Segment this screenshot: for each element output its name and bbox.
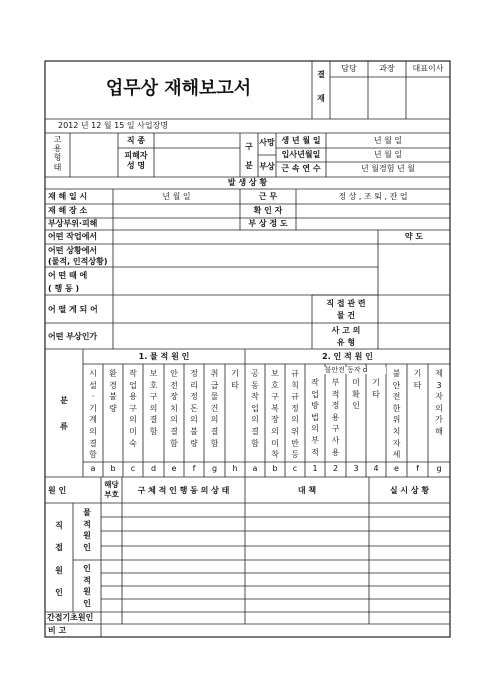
physical-col-6-char: 리 bbox=[190, 380, 198, 390]
physical-cause-label bbox=[73, 507, 101, 553]
cause-header: 원 인 bbox=[48, 486, 67, 495]
human-code-9: f bbox=[416, 464, 419, 473]
human-col-10-char: 3 bbox=[436, 380, 442, 390]
physical-col-3-char: 미 bbox=[129, 426, 137, 436]
physical-col-4 bbox=[143, 368, 164, 438]
human-col-4-char: 부 bbox=[311, 435, 319, 445]
physical-col-5-char: 안 bbox=[170, 369, 178, 378]
human-col-5-char: 부 bbox=[331, 378, 340, 387]
classification-side-1: 분 bbox=[60, 396, 68, 405]
human-col-10-char: 자 bbox=[435, 392, 443, 402]
birth-date-label: 생 년 월 일 bbox=[281, 136, 321, 145]
human-col-6-char: 미 bbox=[352, 378, 360, 387]
human-col-5-char: 용 bbox=[331, 447, 340, 457]
physical-col-7-char: 건 bbox=[210, 403, 219, 413]
physical-col-1-char: · bbox=[91, 392, 95, 402]
physical-col-1-char: 기 bbox=[89, 403, 97, 413]
employment-type-label bbox=[45, 135, 70, 172]
when-label-1: 어 떤 때 에 bbox=[48, 271, 88, 280]
human-col-10 bbox=[428, 368, 450, 438]
human-col-2 bbox=[265, 368, 285, 461]
employment-type-char-1: 고 bbox=[53, 135, 62, 144]
human-code-6: 3 bbox=[353, 464, 359, 473]
physical-col-2-char: 량 bbox=[109, 403, 117, 413]
task-label: 어떤 작업에서 bbox=[48, 232, 98, 241]
physical-col-7-char: 의 bbox=[210, 415, 219, 425]
employment-type-char-3: 형 bbox=[53, 153, 62, 163]
physical-col-7-char: 물 bbox=[210, 392, 219, 402]
report-date-line: 2012 년 12 월 15 일 사업장명 bbox=[58, 121, 169, 130]
measure-header: 대 책 bbox=[297, 486, 317, 495]
physical-col-6-char: 의 bbox=[190, 415, 198, 425]
human-col-3-char: 규 bbox=[291, 392, 299, 402]
remarks-label: 비 고 bbox=[48, 626, 67, 635]
human-col-3-char: 칙 bbox=[291, 380, 299, 390]
human-col-4-char: 업 bbox=[311, 389, 319, 399]
victim-name-label-1: 피해자 bbox=[124, 151, 148, 160]
human-code-7: 4 bbox=[373, 464, 379, 473]
physical-col-4-char: 결 bbox=[149, 415, 158, 425]
physical-col-3-char: 구 bbox=[129, 403, 137, 413]
physical-col-7-char: 함 bbox=[210, 438, 219, 448]
how-label: 어 떨 게 되 어 bbox=[48, 305, 98, 314]
related-object-label bbox=[314, 298, 378, 322]
physical-col-6-char: 량 bbox=[190, 438, 198, 448]
human-col-8-char: 자 bbox=[392, 438, 401, 448]
physical-col-1-char: 시 bbox=[89, 369, 97, 378]
human-col-1 bbox=[245, 368, 265, 449]
physical-col-6-char: 돈 bbox=[190, 403, 198, 413]
human-col-4-char: 의 bbox=[311, 424, 319, 434]
physical-col-7-char: 취 bbox=[210, 369, 219, 378]
physical-code-1: a bbox=[90, 464, 96, 473]
hire-date-field[interactable]: 년 월 일 bbox=[373, 150, 403, 159]
human-col-2-char: 구 bbox=[271, 392, 279, 402]
human-col-3-char: 반 bbox=[291, 438, 299, 448]
physical-col-2-char: 경 bbox=[109, 380, 117, 390]
human-col-5-char: 사 bbox=[331, 435, 340, 445]
human-code-5: 2 bbox=[332, 464, 339, 473]
physical-code-7: g bbox=[211, 464, 218, 473]
physical-cause-4: 인 bbox=[83, 542, 91, 552]
direct-cause-label bbox=[45, 515, 73, 605]
physical-col-3-char: 업 bbox=[129, 380, 137, 390]
physical-code-3: c bbox=[130, 464, 136, 473]
human-col-2-char: 미 bbox=[271, 438, 279, 448]
approver-staff: 담당 bbox=[341, 64, 357, 73]
human-col-1-char: 의 bbox=[251, 415, 259, 425]
approver-manager: 과장 bbox=[379, 64, 395, 73]
human-cause-1: 인 bbox=[83, 564, 91, 573]
physical-code-2: b bbox=[110, 464, 116, 473]
detail-header: 구 체 적 인 행 동 의 상 태 bbox=[137, 486, 230, 495]
human-col-5-char: 정 bbox=[331, 401, 340, 411]
accident-place-label: 재 해 장 소 bbox=[48, 206, 88, 215]
human-col-6-char: 확 bbox=[352, 389, 360, 399]
physical-col-7-char: 결 bbox=[210, 426, 219, 436]
physical-col-5-char: 장 bbox=[170, 392, 178, 402]
human-col-3-char: 정 bbox=[291, 403, 299, 413]
section-label-2: 분 bbox=[245, 161, 253, 171]
human-col-8 bbox=[386, 368, 407, 461]
when-label-2: ( 행 동 ) bbox=[48, 283, 80, 293]
physical-col-7 bbox=[204, 368, 225, 449]
human-col-9-char: 기 bbox=[413, 369, 422, 378]
human-col-4-char: 작 bbox=[311, 378, 319, 387]
human-col-1-char: 결 bbox=[251, 426, 259, 436]
human-col-2-char: 보 bbox=[271, 369, 279, 378]
injured-part-label: 부상부위·피해 bbox=[48, 219, 98, 228]
human-col-4-char: 적 bbox=[311, 447, 319, 457]
human-col-3-char: 위 bbox=[291, 426, 299, 436]
human-col-2-char: 복 bbox=[271, 403, 279, 413]
when-label bbox=[48, 270, 87, 296]
human-col-5-char: 적 bbox=[331, 389, 340, 399]
human-col-2-char: 호 bbox=[271, 380, 279, 390]
shift-label: 근 무 bbox=[258, 192, 278, 201]
injury-label: 부상 bbox=[259, 162, 275, 171]
human-code-8: e bbox=[394, 464, 399, 473]
shift-options[interactable]: 정 상 , 조 퇴 , 잔 업 bbox=[338, 192, 408, 201]
human-col-4-char: 방 bbox=[311, 401, 319, 411]
section-label bbox=[240, 137, 258, 175]
job-label: 직 종 bbox=[126, 136, 146, 145]
classification-side-2: 류 bbox=[60, 421, 68, 431]
human-col-3-char: 규 bbox=[291, 369, 299, 378]
human-col-10-char: 제 bbox=[435, 369, 443, 378]
victim-name-label-2: 성 명 bbox=[126, 161, 146, 171]
physical-cause-1: 물 bbox=[83, 508, 91, 517]
human-col-9 bbox=[407, 368, 428, 391]
human-col-3-char: 의 bbox=[291, 415, 299, 425]
human-cause-label bbox=[73, 563, 101, 609]
human-col-4 bbox=[305, 377, 325, 458]
employment-type-char-4: 태 bbox=[53, 162, 62, 172]
physical-cause-2: 적 bbox=[83, 519, 91, 529]
indirect-cause-label: 간접기초원인 bbox=[47, 613, 94, 622]
human-col-8-char: 불 bbox=[392, 369, 401, 378]
physical-col-4-char: 함 bbox=[149, 426, 158, 436]
physical-col-1-char: 계 bbox=[89, 415, 97, 425]
injury-degree-label: 부 상 정 도 bbox=[248, 219, 288, 228]
physical-code-5: e bbox=[171, 464, 177, 473]
physical-col-1-char: 설 bbox=[89, 380, 97, 390]
physical-code-4: d bbox=[150, 464, 157, 473]
human-col-7-char: 타 bbox=[372, 389, 380, 399]
section-label-1: 구 bbox=[245, 142, 253, 151]
human-col-2-char: 의 bbox=[271, 426, 279, 436]
physical-col-6 bbox=[184, 368, 204, 449]
physical-col-5-char: 치 bbox=[170, 403, 178, 413]
accident-type-label-2: 유 형 bbox=[336, 338, 356, 347]
situation-label-2: (물적, 인적상황) bbox=[48, 256, 108, 266]
unsafe-action-header: 불안전 동작 d bbox=[306, 367, 386, 374]
physical-col-5-char: 함 bbox=[170, 438, 178, 448]
human-code-1: a bbox=[252, 464, 258, 473]
approval-label-1: 결 bbox=[317, 70, 325, 79]
human-col-6 bbox=[346, 377, 366, 412]
human-col-10-char: 가 bbox=[435, 415, 443, 425]
accident-date-field[interactable]: 년 월 일 bbox=[162, 192, 191, 201]
human-col-1-char: 동 bbox=[251, 380, 259, 390]
physical-col-4-char: 구 bbox=[149, 392, 158, 402]
approval-label bbox=[312, 70, 330, 104]
physical-col-6-char: 불 bbox=[190, 426, 198, 436]
physical-col-2 bbox=[103, 368, 123, 414]
tenure-field[interactable]: 년 월경험 년 월 bbox=[361, 164, 415, 173]
human-col-5-char: 용 bbox=[331, 412, 340, 422]
related-object-label-1: 직 접 관 련 bbox=[326, 299, 366, 308]
human-col-8-char: 안 bbox=[392, 380, 401, 390]
physical-col-4-char: 보 bbox=[149, 369, 158, 378]
physical-col-6-char: 정 bbox=[190, 392, 198, 402]
sketch-label: 약 도 bbox=[404, 232, 424, 241]
code-header-1: 해당 bbox=[104, 480, 119, 489]
birth-date-field[interactable]: 년 월 일 bbox=[373, 136, 403, 145]
human-col-7 bbox=[366, 377, 386, 400]
human-col-8-char: 치 bbox=[392, 426, 401, 436]
physical-col-3-char: 숙 bbox=[129, 438, 137, 448]
physical-col-1 bbox=[83, 368, 103, 461]
physical-col-3-char: 작 bbox=[129, 369, 137, 378]
physical-col-4-char: 의 bbox=[149, 403, 158, 413]
classification-side-label bbox=[45, 388, 83, 439]
human-col-4-char: 법 bbox=[311, 412, 319, 422]
human-col-8-char: 한 bbox=[392, 403, 401, 413]
physical-col-3-char: 용 bbox=[129, 392, 137, 402]
situation-label bbox=[48, 246, 108, 268]
occurrence-section-title: 발 생 상 황 bbox=[227, 178, 268, 187]
direct-cause-3: 원 bbox=[55, 565, 63, 575]
employment-type-char-2: 용 bbox=[53, 144, 62, 154]
human-code-2: b bbox=[272, 464, 278, 473]
physical-col-8-char: 타 bbox=[231, 380, 239, 390]
physical-cause-3: 원 bbox=[83, 531, 91, 541]
code-header-2: 부호 bbox=[104, 489, 119, 499]
human-col-5-char: 구 bbox=[331, 424, 340, 434]
physical-col-3-char: 의 bbox=[129, 415, 137, 425]
human-code-10: g bbox=[436, 464, 442, 473]
physical-col-6-char: 정 bbox=[190, 369, 198, 378]
victim-name-label bbox=[118, 151, 154, 172]
physical-col-1-char: 함 bbox=[89, 450, 97, 460]
physical-col-2-char: 환 bbox=[109, 369, 117, 378]
physical-col-2-char: 불 bbox=[109, 392, 117, 402]
direct-cause-4: 인 bbox=[55, 588, 63, 598]
confirmer-label: 확 인 자 bbox=[253, 206, 283, 215]
physical-code-8: h bbox=[232, 464, 238, 473]
human-col-8-char: 전 bbox=[392, 392, 401, 402]
approval-label-2: 재 bbox=[317, 94, 325, 103]
direct-cause-2: 접 bbox=[55, 543, 63, 553]
human-col-1-char: 업 bbox=[251, 403, 259, 413]
human-col-7-char: 기 bbox=[372, 378, 380, 387]
human-cause-title: 2. 인 적 원 인 bbox=[322, 352, 373, 361]
human-col-1-char: 작 bbox=[251, 392, 259, 402]
human-col-6-char: 인 bbox=[352, 401, 360, 411]
physical-col-5 bbox=[164, 368, 184, 449]
physical-col-1-char: 결 bbox=[89, 438, 97, 448]
human-col-9-char: 타 bbox=[413, 380, 422, 390]
physical-col-1-char: 의 bbox=[89, 426, 97, 436]
human-col-2-char: 장 bbox=[271, 415, 279, 425]
form-title: 업무상 재해보고서 bbox=[105, 78, 252, 99]
physical-col-4-char: 호 bbox=[149, 380, 158, 390]
human-code-4: 1 bbox=[312, 464, 318, 473]
human-col-5 bbox=[325, 377, 346, 458]
human-cause-4: 인 bbox=[83, 598, 91, 608]
human-code-3: c bbox=[292, 464, 298, 473]
hire-date-label: 입사년월일 bbox=[281, 150, 321, 159]
human-col-8-char: 위 bbox=[392, 415, 401, 425]
physical-col-5-char: 의 bbox=[170, 415, 178, 425]
human-col-2-char: 착 bbox=[271, 450, 279, 460]
physical-col-7-char: 급 bbox=[210, 380, 219, 390]
physical-col-5-char: 결 bbox=[170, 426, 178, 436]
code-header bbox=[101, 480, 122, 500]
physical-col-5-char: 전 bbox=[170, 380, 178, 390]
physical-cause-title: 1. 물 적 원 인 bbox=[138, 352, 190, 361]
human-col-8-char: 세 bbox=[392, 450, 401, 460]
human-col-1-char: 함 bbox=[251, 438, 259, 448]
human-col-3-char: 등 bbox=[291, 450, 299, 460]
human-col-3 bbox=[285, 368, 305, 461]
human-cause-2: 적 bbox=[83, 575, 91, 585]
approver-ceo: 대표이사 bbox=[412, 64, 444, 73]
physical-code-6: f bbox=[192, 464, 196, 473]
accident-date-label: 재 해 일 시 bbox=[48, 192, 88, 201]
status-header: 실 시 상 황 bbox=[389, 486, 430, 495]
accident-type-label bbox=[314, 325, 378, 349]
human-col-10-char: 해 bbox=[435, 426, 443, 436]
accident-type-label-1: 사 고 의 bbox=[331, 326, 361, 335]
injury-kind-label: 어떤 부상인가 bbox=[48, 332, 98, 341]
human-cause-3: 원 bbox=[83, 587, 91, 597]
physical-col-3 bbox=[123, 368, 143, 449]
tenure-label: 근 속 연 수 bbox=[281, 164, 321, 173]
human-col-1-char: 공 bbox=[251, 369, 259, 378]
human-col-10-char: 의 bbox=[435, 403, 443, 413]
situation-label-1: 어떤 상황에서 bbox=[48, 246, 98, 255]
physical-col-8 bbox=[225, 368, 245, 391]
related-object-label-2: 물 건 bbox=[336, 311, 356, 320]
direct-cause-1: 직 bbox=[55, 521, 63, 530]
death-label: 사망 bbox=[259, 138, 275, 147]
physical-col-8-char: 기 bbox=[231, 369, 239, 378]
